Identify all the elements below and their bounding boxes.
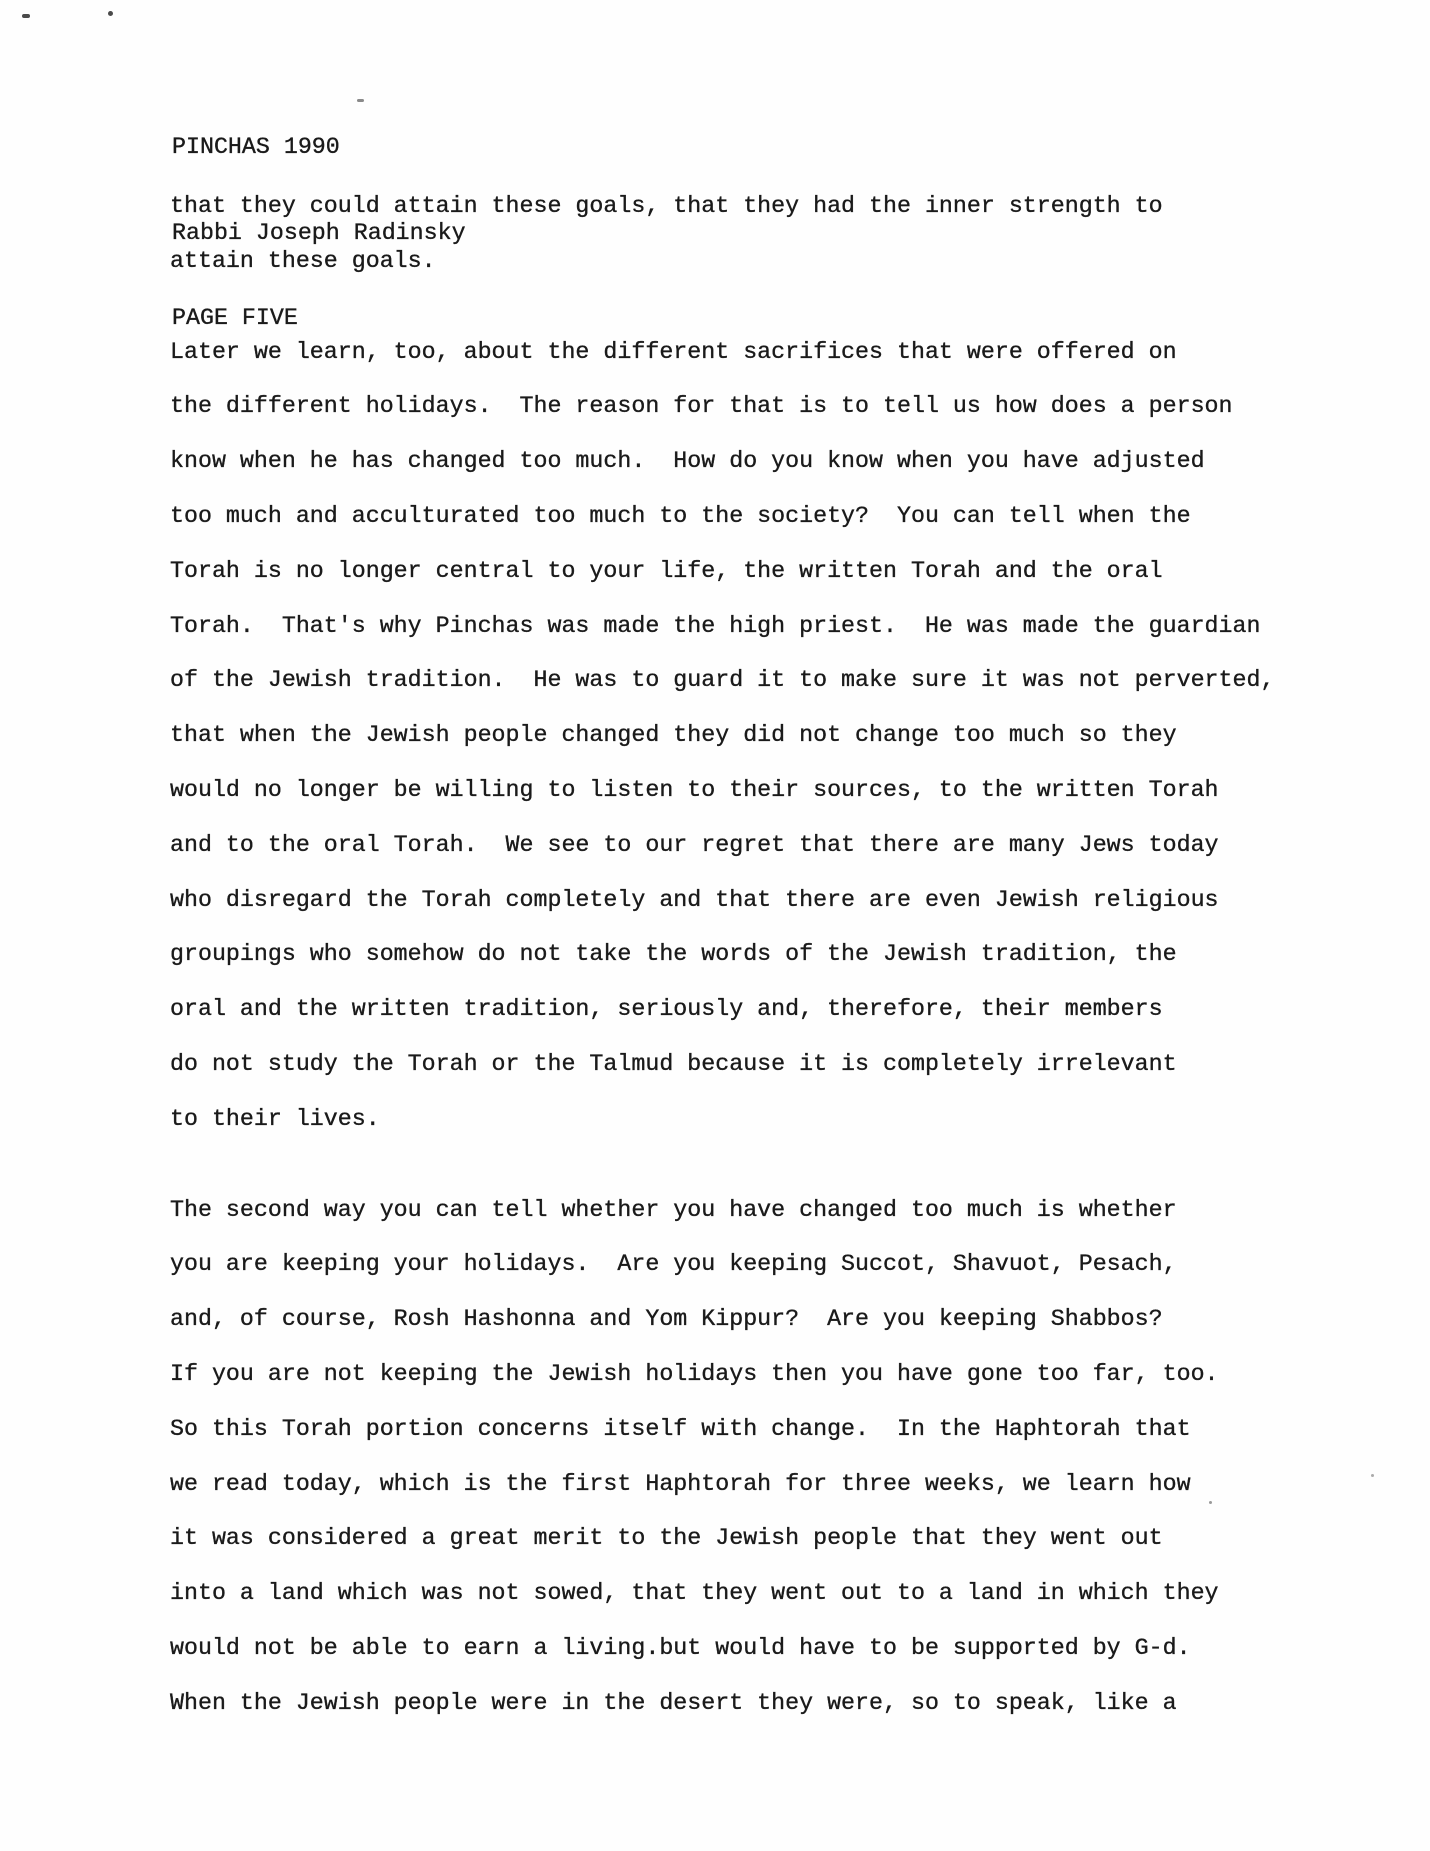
text-line: attain these goals. <box>170 247 436 274</box>
text-line: to their lives. <box>170 1105 380 1132</box>
scan-speck <box>1371 1474 1374 1477</box>
text-line: oral and the written tradition, seriously and, therefore, their members <box>170 996 1163 1023</box>
text-line: Later we learn, too, about the different sacrifices that were offered on <box>170 338 1177 365</box>
text-line: So this Torah portion concerns itself with change. In the Haphtorah that <box>170 1415 1191 1442</box>
text-line: we read today, which is the first Haphtorah for three weeks, we learn how <box>170 1470 1191 1497</box>
text-line: Torah is no longer central to your life, the written Torah and the oral <box>170 557 1163 584</box>
text-line: groupings who somehow do not take the words of the Jewish tradition, the <box>170 941 1177 968</box>
text-line: The second way you can tell whether you have changed too much is whether <box>170 1196 1177 1223</box>
text-line: who disregard the Torah completely and that there are even Jewish religious <box>170 886 1219 913</box>
text-line: If you are not keeping the Jewish holidays then you have gone too far, too. <box>170 1360 1219 1387</box>
text-line: and to the oral Torah. We see to our regret that there are many Jews today <box>170 831 1219 858</box>
document-author: Rabbi Joseph Radinsky <box>172 219 466 246</box>
text-line: that they could attain these goals, that they had the inner strength to <box>170 193 1163 219</box>
text-line: would no longer be willing to listen to their sources, to the written Torah <box>170 776 1219 803</box>
paragraph <box>170 325 1274 1147</box>
document-title: PINCHAS 1990 <box>172 134 340 160</box>
text-line: Torah. That's why Pinchas was made the high priest. He was made the guardian <box>170 612 1261 639</box>
text-line: the different holidays. The reason for that is to tell us how does a person <box>170 393 1233 420</box>
text-line: When the Jewish people were in the desert they were, so to speak, like a <box>170 1689 1177 1716</box>
text-line: would not be able to earn a living.but would have to be supported by G-d. <box>170 1634 1191 1661</box>
text-line: too much and acculturated too much to the society? You can tell when the <box>170 502 1191 529</box>
text-line: of the Jewish tradition. He was to guard it to make sure it was not perverted, <box>170 667 1275 694</box>
document-body <box>170 179 1274 1731</box>
text-line: it was considered a great merit to the Jewish people that they went out <box>170 1525 1163 1552</box>
text-line: know when he has changed too much. How do you know when you have adjusted <box>170 448 1205 475</box>
scan-speck <box>108 11 113 16</box>
page-number-label: PAGE FIVE <box>172 305 298 331</box>
text-line: do not study the Torah or the Talmud because it is completely irrelevant <box>170 1050 1177 1077</box>
paragraph <box>170 1183 1274 1731</box>
text-line: into a land which was not sowed, that they went out to a land in which they <box>170 1580 1219 1607</box>
text-line: you are keeping your holidays. Are you keeping Succot, Shavuot, Pesach, <box>170 1251 1177 1278</box>
paragraph <box>170 179 1274 289</box>
text-line: and, of course, Rosh Hashonna and Yom Kippur? Are you keeping Shabbos? <box>170 1306 1163 1333</box>
scan-speck <box>22 14 30 18</box>
text-line: that when the Jewish people changed they did not change too much so they <box>170 722 1177 749</box>
